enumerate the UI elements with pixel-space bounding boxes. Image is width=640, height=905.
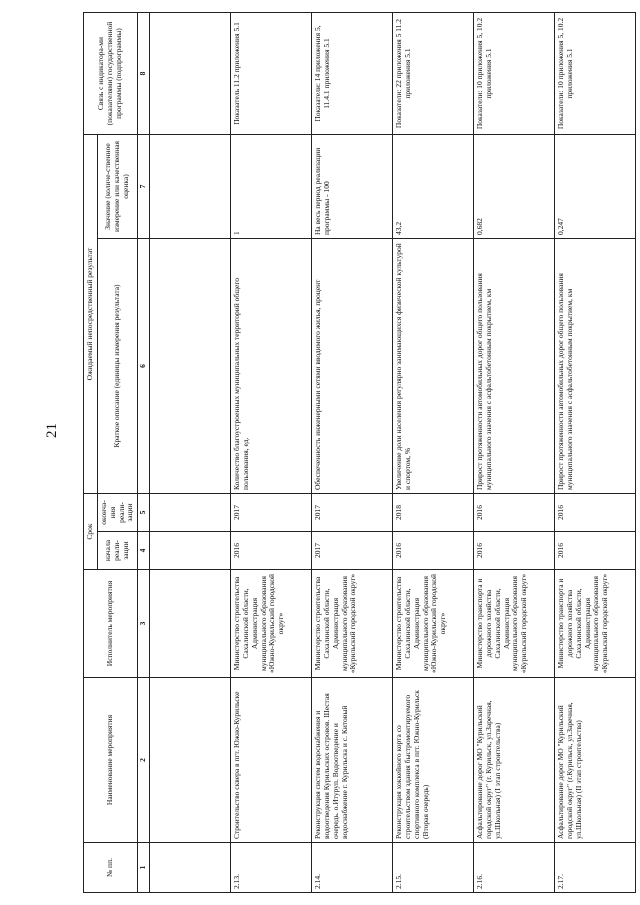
rotated-table-container — [83, 13, 623, 893]
activity-name: Реконструкция хоккейного корта со строительством здания быстромонтируемого спортивного комплекса в пгт. Южно-Курильск (Вторая очередь) — [393, 678, 474, 843]
table-row — [474, 13, 555, 893]
row-number: 2.13. — [231, 843, 312, 893]
header-num: № пп. — [84, 843, 138, 893]
page-number: 21 — [44, 423, 60, 438]
end-year: 2018 — [393, 494, 474, 532]
empty-cell — [150, 239, 231, 494]
start-year: 2016 — [474, 532, 555, 570]
column-number: 5 — [138, 494, 150, 532]
activity-name: Асфальтирование дорог МО "Курильский городской округ" (г.Курильск, ул.Заречная, ул.Школьная) (II этап строительства) — [555, 678, 636, 843]
start-year: 2017 — [312, 532, 393, 570]
column-number: 2 — [138, 678, 150, 843]
header-term-end: оконча-ния реали-зации — [97, 494, 137, 532]
header-short-desc: Краткое описание (единицы измерения результата) — [97, 239, 137, 494]
column-number: 4 — [138, 532, 150, 570]
start-year: 2016 — [231, 532, 312, 570]
indicator-link: Показатель 11.2 приложения 5.1 — [231, 13, 312, 135]
executor: Министерство строительства Сахалинской области, Администрация муниципального образования «Южно-Курильский городской округ» — [393, 570, 474, 678]
executor: Министерство транспорта и дорожного хозяйства Сахалинской области, Администрация муниципального образования «Курильский городской округ» — [474, 570, 555, 678]
end-year: 2017 — [312, 494, 393, 532]
activity-name: Реконструкция систем водоснабжения и водоотведения Курильских островов. Шестая очередь. о.Итуруп. Водоотведение и водоснабжение г. Курильска и с. Китовый — [312, 678, 393, 843]
column-number: 1 — [138, 843, 150, 893]
executor: Министерство строительства Сахалинской области, Администрация муниципального образования «Курильский городской округ» — [312, 570, 393, 678]
header-term: Срок — [84, 494, 98, 570]
table-row — [312, 13, 393, 893]
start-year: 2016 — [393, 532, 474, 570]
header-row-1 — [84, 13, 98, 893]
header-name: Наименование мероприятия — [84, 678, 138, 843]
column-number-row — [138, 13, 150, 893]
indicator-link: Показатели: 10 приложения 5, 10.2 приложения 5.1 — [474, 13, 555, 135]
header-link: Связь с индикатора-ми (показателями) государственной программы (подпрограммы) — [84, 13, 138, 135]
header-expected: Ожидаемый непосредственный результат — [84, 135, 98, 494]
result-value: 43,2 — [393, 135, 474, 239]
activity-name: Асфальтирование дорог МО "Курильский городской округ" (г. Курильск, ул.Заречная, ул.Школьная) (I этап строительства) — [474, 678, 555, 843]
result-value: 0,247 — [555, 135, 636, 239]
result-value: 1 — [231, 135, 312, 239]
result-description: Прирост протяженности автомобильных дорог общего пользования муниципального значения с асфальтобетонным покрытием, км — [555, 239, 636, 494]
row-number: 2.16. — [474, 843, 555, 893]
empty-cell — [150, 135, 231, 239]
indicator-link: Показатели: 14 приложения 5, 11.4.1 приложения 5.1 — [312, 13, 393, 135]
table-row — [231, 13, 312, 893]
executor: Министерство транспорта и дорожного хозяйства Сахалинской области, Администрация муниципального образования «Курильский городской округ» — [555, 570, 636, 678]
activities-table — [83, 12, 636, 893]
column-number: 6 — [138, 239, 150, 494]
column-number: 8 — [138, 13, 150, 135]
table-row — [555, 13, 636, 893]
empty-cell — [150, 570, 231, 678]
empty-cell — [150, 678, 231, 843]
result-value: На весь период реализации программы - 100 — [312, 135, 393, 239]
empty-cell — [150, 494, 231, 532]
empty-cell — [150, 532, 231, 570]
result-value: 0,682 — [474, 135, 555, 239]
result-description: Обеспеченность инженерными сетями вводимого жилья, процент — [312, 239, 393, 494]
header-term-start: начала реали-зации — [97, 532, 137, 570]
indicator-link: Показатели: 22 приложения 5 11.2 приложения 5.1 — [393, 13, 474, 135]
header-value: Значение (количе-ственное измерение или качественная оценка) — [97, 135, 137, 239]
activity-name: Строительство сквера в пгт. Южно-Курильске — [231, 678, 312, 843]
indicator-link: Показатели: 10 приложения 5, 10.2 приложения 5.1 — [555, 13, 636, 135]
row-number: 2.14. — [312, 843, 393, 893]
start-year: 2016 — [555, 532, 636, 570]
end-year: 2017 — [231, 494, 312, 532]
result-description: Увеличение доли населения регулярно занимающихся физической культурой и спортом, % — [393, 239, 474, 494]
empty-cell — [150, 13, 231, 135]
header-executor: Исполнитель мероприятия — [84, 570, 138, 678]
column-number: 7 — [138, 135, 150, 239]
row-number: 2.15. — [393, 843, 474, 893]
end-year: 2016 — [555, 494, 636, 532]
result-description: Количество благоустроенных муниципальных территорий общего пользования, ед. — [231, 239, 312, 494]
executor: Министерство строительства Сахалинской области, Администрация муниципального образования «Южно-Курильский городской округ» — [231, 570, 312, 678]
row-number: 2.17. — [555, 843, 636, 893]
result-description: Прирост протяженности автомобильных дорог общего пользования муниципального значения с асфальтобетонным покрытием, км — [474, 239, 555, 494]
empty-cell — [150, 843, 231, 893]
empty-row — [150, 13, 231, 893]
end-year: 2016 — [474, 494, 555, 532]
column-number: 3 — [138, 570, 150, 678]
table-row — [393, 13, 474, 893]
